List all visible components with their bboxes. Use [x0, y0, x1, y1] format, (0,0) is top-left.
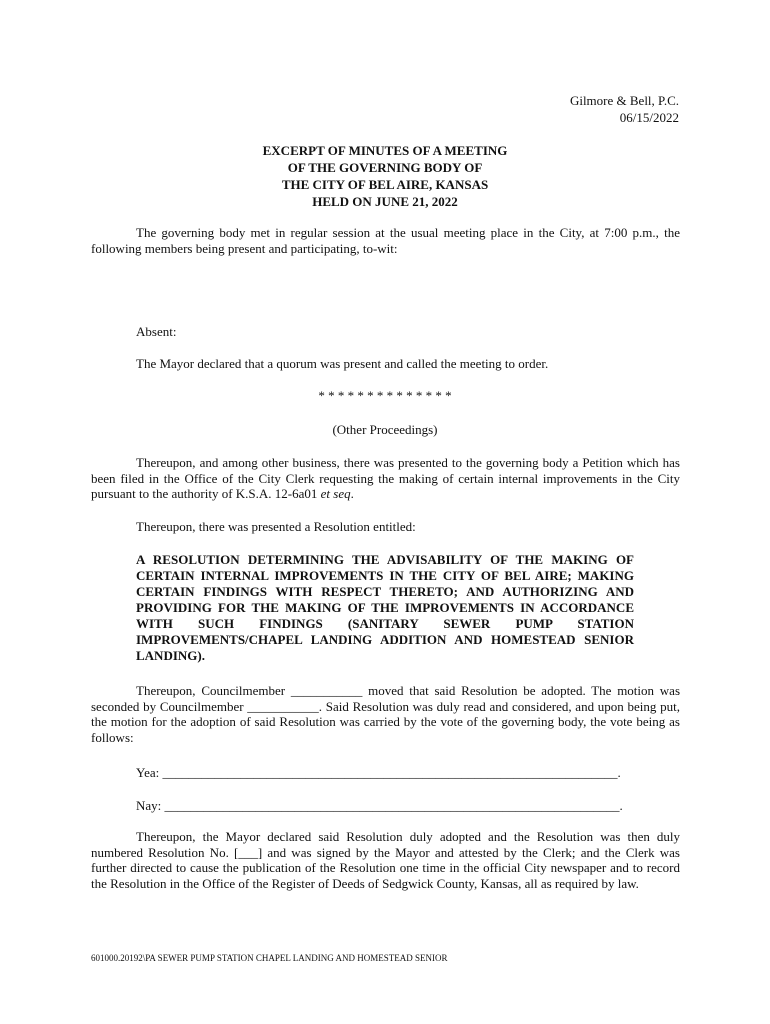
- quorum-paragraph: The Mayor declared that a quorum was present and called the meeting to order.: [136, 356, 549, 371]
- motion-paragraph: Thereupon, Councilmember ___________ moved that said Resolution be adopted. The motion was seconded by Councilmember ___________. Said Resolution was duly read and considered, and upon being put, the motion for the adoption of said Resolution was carried by the vote of the governing body, the vote being as follows:: [91, 683, 680, 745]
- other-proceedings: (Other Proceedings): [332, 422, 438, 437]
- intro-paragraph: The governing body met in regular session at the usual meeting place in the City, at 7:00 p.m., the following members being present and participating, to-wit:: [91, 225, 680, 256]
- header-block: [570, 92, 679, 126]
- firm-name: Gilmore & Bell, P.C.: [569, 93, 679, 108]
- separator-stars: * * * * * * * * * * * * * *: [318, 388, 452, 403]
- adopted-paragraph: Thereupon, the Mayor declared said Resolution duly adopted and the Resolution was then duly numbered Resolution No. [___] and was signed by the Mayor and attested by the Clerk; and the Clerk was further directed to cause the publication of the Resolution one time in the official City newspaper and to record the Resolution in the Office of the Register of Deeds of Sedgwick County, Kansas, all as required by law.: [91, 829, 680, 891]
- title-line-1: EXCERPT OF MINUTES OF A MEETING: [262, 143, 508, 158]
- resolution-title: A RESOLUTION DETERMINING THE ADVISABILITY OF THE MAKING OF CERTAIN INTERNAL IMPROVEMENTS IN THE CITY OF BEL AIRE; MAKING CERTAIN FINDINGS WITH RESPECT THERETO; AND AUTHORIZING AND PROVIDING FOR THE MAKING OF THE IMPROVEMENTS IN ACCORDANCE WITH SUCH FINDINGS (SANITARY SEWER PUMP STATION IMPROVEMENTS/CHAPEL LANDING ADDITION AND HOMESTEAD SENIOR LANDING).: [136, 552, 634, 663]
- footer-file-reference: 601000.20192\PA SEWER PUMP STATION CHAPEL LANDING AND HOMESTEAD SENIOR: [91, 953, 448, 963]
- document-title: [0, 142, 770, 210]
- yea-line: Yea: ______________________________________________________________________.: [136, 765, 621, 780]
- petition-end: .: [350, 486, 354, 501]
- nay-line: Nay: ______________________________________________________________________.: [136, 798, 623, 813]
- title-line-2: OF THE GOVERNING BODY OF: [287, 160, 483, 175]
- presented-paragraph: Thereupon, there was presented a Resolution entitled:: [136, 519, 416, 534]
- title-line-4: HELD ON JUNE 21, 2022: [312, 194, 458, 209]
- absent-label: Absent:: [136, 324, 177, 339]
- petition-text: Thereupon, and among other business, there was presented to the governing body a Petition which has been filed in the Office of the City Clerk requesting the making of certain internal improvements in the City pursuant to the authority of K.S.A. 12-6a01: [91, 455, 680, 501]
- petition-italic: et seq: [320, 486, 351, 501]
- petition-paragraph: [91, 455, 680, 502]
- title-line-3: THE CITY OF BEL AIRE, KANSAS: [281, 177, 489, 192]
- draft-date: 06/15/2022: [619, 110, 679, 125]
